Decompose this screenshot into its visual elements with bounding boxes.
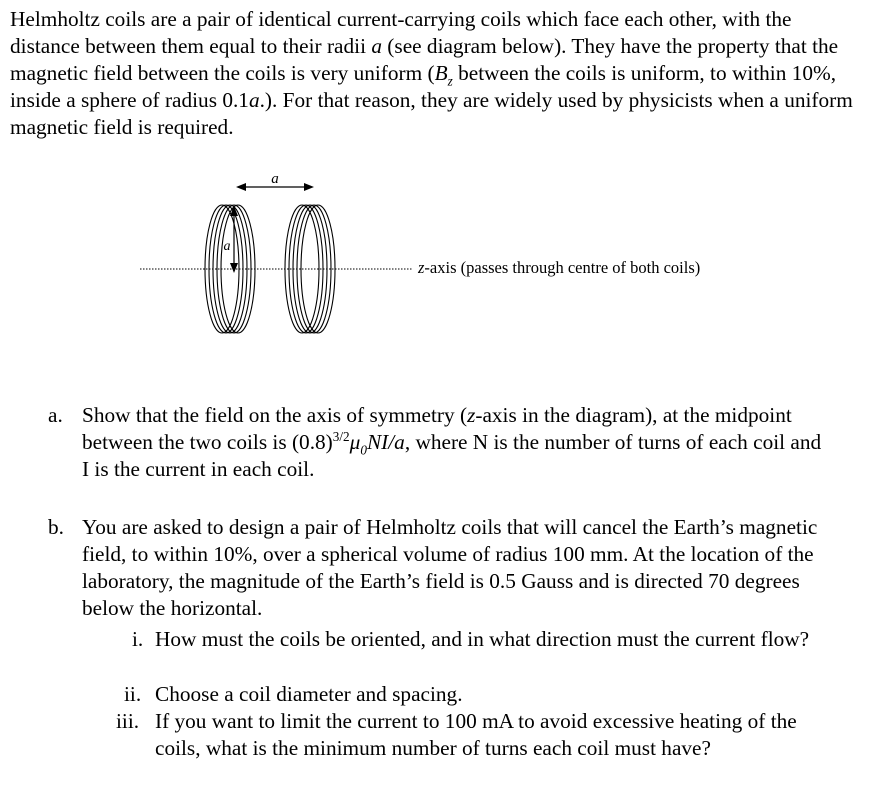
- intro-text-3: between the coils is uniform, to within 10%, inside a sphere of radius 0.1: [10, 61, 837, 112]
- spacing-arrow-right-head: [304, 183, 314, 191]
- radius-arrow-bottom-head: [230, 263, 238, 273]
- intro-text-2: (see diagram below). They have the property that the magnetic field between the coils is very uniform (: [10, 34, 839, 85]
- part-b-marker: b.: [48, 515, 64, 539]
- intro-subscript-z: z: [447, 73, 453, 89]
- sub-item-ii-text: Choose a coil diameter and spacing.: [155, 682, 463, 706]
- part-a-exponent: 3/2: [332, 428, 350, 444]
- intro-text-1: Helmholtz coils are a pair of identical current-carrying coils which face each other, with the distance between them equal to their radii: [10, 7, 792, 58]
- radius-label: a: [223, 239, 231, 254]
- part-a-expression: NI/a: [366, 430, 405, 454]
- right-coil: [285, 205, 335, 333]
- part-a-text-2: -axis in the diagram), at the midpoint between the two coils is (0.8): [82, 403, 792, 454]
- sub-item-ii-marker: ii.: [124, 682, 142, 706]
- helmholtz-diagram: [140, 172, 780, 372]
- intro-variable-b: B: [434, 61, 448, 85]
- sub-item-iii-text: If you want to limit the current to 100 mA to avoid excessive heating of the coils, what is the minimum number of turns each coil must have?: [155, 709, 797, 760]
- part-a-text-1: Show that the field on the axis of symmetry (: [82, 403, 468, 427]
- axis-caption-text: -axis (passes through centre of both coils): [424, 258, 701, 277]
- part-a-mu-subscript: 0: [360, 442, 367, 458]
- sub-item-i-marker: i.: [132, 627, 144, 651]
- axis-z-variable: z: [418, 258, 425, 277]
- intro-text-4: .). For that reason, they are widely used by physicists when a uniform magnetic field is required.: [10, 88, 853, 139]
- intro-paragraph: [10, 6, 865, 141]
- part-a-mu: μ: [349, 430, 361, 454]
- intro-variable-a-2: a: [248, 88, 260, 112]
- part-b-text: You are asked to design a pair of Helmholtz coils that will cancel the Earth’s magnetic field, to within 10%, over a spherical volume of radius 100 mm. At the location of the laboratory, the magnitude of the Earth’s field is 0.5 Gauss and is directed 70 degrees below the horizontal.: [82, 515, 818, 620]
- intro-variable-a: a: [371, 34, 382, 58]
- sub-item-iii-marker: iii.: [116, 709, 140, 733]
- part-a-text-3: , where N is the number of turns of each coil and I is the current in each coil.: [82, 430, 822, 481]
- part-a-variable-z: z: [467, 403, 476, 427]
- part-a-marker: a.: [48, 403, 63, 427]
- spacing-label: a: [271, 172, 279, 187]
- sub-item-i-text: How must the coils be oriented, and in what direction must the current flow?: [155, 627, 810, 651]
- z-axis-caption: [418, 258, 700, 278]
- spacing-arrow-left-head: [236, 183, 246, 191]
- part-a-text: [82, 402, 822, 483]
